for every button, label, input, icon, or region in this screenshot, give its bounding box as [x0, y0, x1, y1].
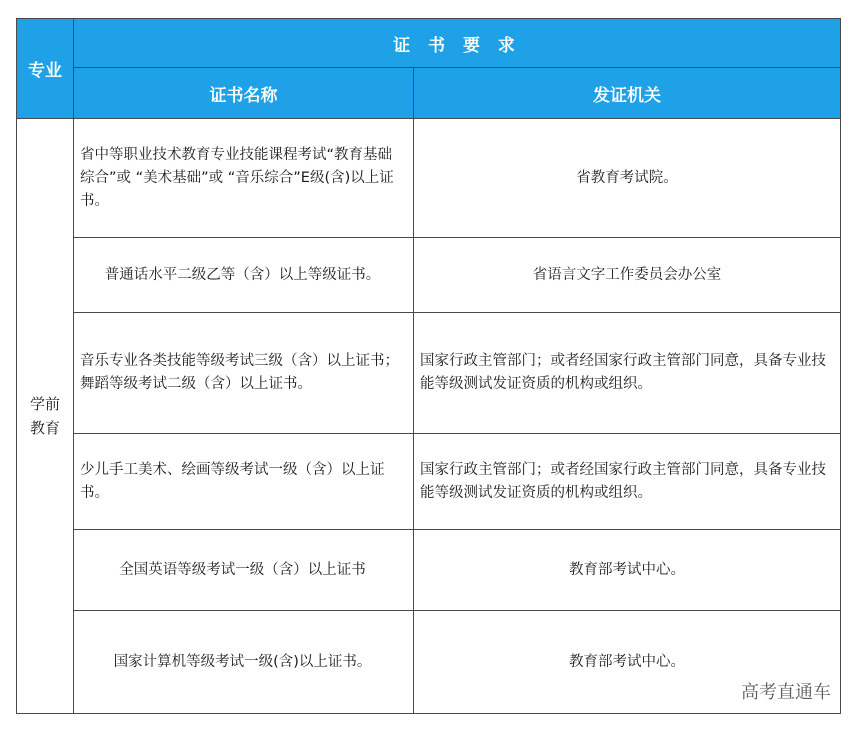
watermark: 高考直通车 — [741, 682, 831, 703]
issuer-cell: 国家行政主管部门；或者经国家行政主管部门同意，具备专业技能等级测试发证资质的机构或组织。 — [414, 313, 841, 434]
major-name-line1: 学前 — [29, 395, 60, 413]
table-row — [17, 611, 841, 714]
table-row — [17, 530, 841, 611]
issuer-cell: 教育部考试中心。 — [414, 611, 841, 714]
issuer-cell: 国家行政主管部门；或者经国家行政主管部门同意，具备专业技能等级测试发证资质的机构或组织。 — [414, 434, 841, 530]
table-row — [17, 313, 841, 434]
cert-name-cell: 少儿手工美术、绘画等级考试一级（含）以上证书。 — [74, 434, 414, 530]
cert-name-cell: 省中等职业技术教育专业技能课程考试“教育基础综合”或 “美术基础”或 “音乐综合”E级(含)以上证书。 — [74, 119, 414, 238]
table-row — [17, 238, 841, 313]
table-row — [17, 119, 841, 238]
issuer-header: 发证机关 — [414, 68, 841, 119]
cert-name-cell: 全国英语等级考试一级（含）以上证书 — [74, 530, 414, 611]
table-row — [17, 434, 841, 530]
cert-name-cell: 音乐专业各类技能等级考试三级（含）以上证书；舞蹈等级考试二级（含）以上证书。 — [74, 313, 414, 434]
issuer-cell: 省教育考试院。 — [414, 119, 841, 238]
cert-name-header: 证书名称 — [74, 68, 414, 119]
issuer-cell: 教育部考试中心。 — [414, 530, 841, 611]
cert-name-cell: 国家计算机等级考试一级(含)以上证书。 — [74, 611, 414, 714]
cert-name-cell: 普通话水平二级乙等（含）以上等级证书。 — [74, 238, 414, 313]
major-cell — [17, 119, 74, 714]
issuer-cell: 省语言文字工作委员会办公室 — [414, 238, 841, 313]
certificate-requirements-table — [16, 18, 841, 714]
major-name-line2: 教育 — [29, 419, 60, 437]
major-header: 专业 — [17, 19, 74, 119]
requirement-header: 证 书 要 求 — [74, 19, 841, 68]
